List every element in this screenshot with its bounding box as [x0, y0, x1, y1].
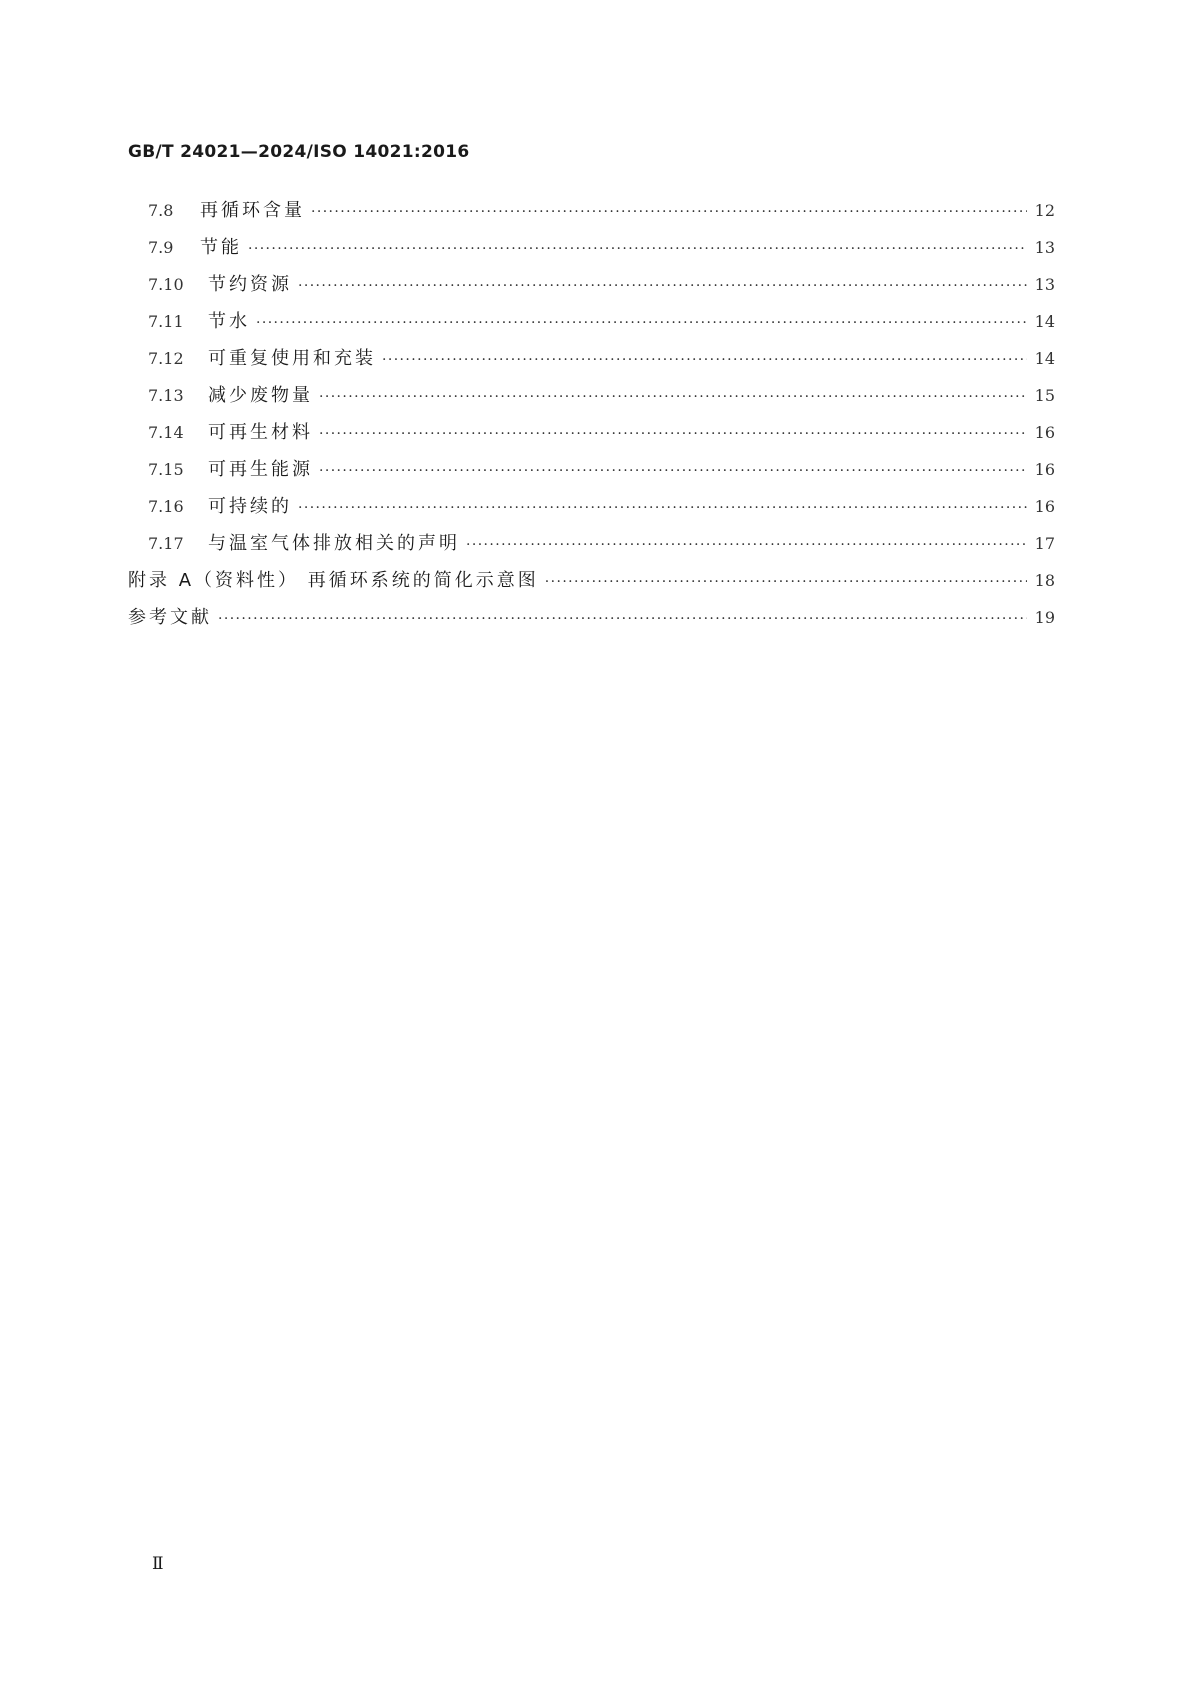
toc-entry-7-14[interactable] — [128, 414, 1055, 451]
toc-entry-number: 7.16 — [148, 497, 184, 516]
toc-dot-leader — [382, 342, 1027, 379]
toc-dot-leader — [298, 268, 1027, 305]
toc-dot-leader — [466, 527, 1027, 564]
toc-entry-title: 可再生材料 — [208, 422, 313, 443]
toc-entry-title: 参考文献 — [128, 607, 212, 628]
toc-entry-number: 7.15 — [148, 460, 184, 479]
toc-dot-leader — [248, 231, 1027, 268]
toc-entry-number: 7.10 — [148, 275, 184, 294]
toc-entry-title: 可持续的 — [208, 496, 292, 517]
toc-entry-title: 节约资源 — [208, 274, 292, 295]
toc-entry-title: 附录 A（资料性） 再循环系统的简化示意图 — [128, 570, 539, 591]
toc-entry-appendix-a[interactable] — [128, 562, 1055, 599]
toc-entry-7-11[interactable] — [128, 303, 1055, 340]
toc-entry-page: 13 — [1034, 275, 1055, 294]
toc-dot-leader — [218, 601, 1027, 638]
toc-entry-7-16[interactable] — [128, 488, 1055, 525]
toc-entry-number: 7.12 — [148, 349, 184, 368]
toc-entry-number: 7.11 — [148, 312, 184, 331]
toc-entry-7-9[interactable] — [128, 229, 1055, 266]
toc-dot-leader — [311, 194, 1027, 231]
toc-entry-7-13[interactable] — [128, 377, 1055, 414]
toc-entry-7-15[interactable] — [128, 451, 1055, 488]
toc-dot-leader — [319, 416, 1027, 453]
toc-entry-number: 7.14 — [148, 423, 184, 442]
toc-entry-number: 7.17 — [148, 534, 184, 553]
toc-dot-leader — [319, 453, 1027, 490]
toc-entry-title: 减少废物量 — [208, 385, 313, 406]
toc-entry-page: 18 — [1034, 571, 1055, 590]
toc-dot-leader — [256, 305, 1027, 342]
toc-entry-page: 13 — [1034, 238, 1055, 257]
toc-entry-7-17[interactable] — [128, 525, 1055, 562]
page-folio: Ⅱ — [152, 1554, 164, 1574]
toc-entry-7-10[interactable] — [128, 266, 1055, 303]
toc-dot-leader — [319, 379, 1027, 416]
toc-entry-7-12[interactable] — [128, 340, 1055, 377]
toc-entry-page: 14 — [1034, 312, 1055, 331]
toc-entry-title: 再循环含量 — [200, 200, 305, 221]
toc-entry-page: 16 — [1034, 423, 1055, 442]
toc-entry-page: 16 — [1034, 460, 1055, 479]
table-of-contents — [128, 192, 1055, 636]
toc-entry-page: 12 — [1034, 201, 1055, 220]
toc-entry-title: 可重复使用和充装 — [208, 348, 376, 369]
toc-entry-page: 17 — [1034, 534, 1055, 553]
toc-entry-page: 14 — [1034, 349, 1055, 368]
toc-entry-7-8[interactable] — [128, 192, 1055, 229]
toc-entry-bibliography[interactable] — [128, 599, 1055, 636]
toc-entry-title: 节水 — [208, 311, 250, 332]
toc-entry-page: 19 — [1034, 608, 1055, 627]
toc-dot-leader — [298, 490, 1027, 527]
toc-entry-number: 7.9 — [148, 238, 174, 257]
standard-number-header: GB/T 24021—2024/ISO 14021:2016 — [128, 142, 470, 162]
toc-entry-page: 16 — [1034, 497, 1055, 516]
toc-entry-title: 与温室气体排放相关的声明 — [208, 533, 460, 554]
toc-entry-page: 15 — [1034, 386, 1055, 405]
toc-entry-title: 节能 — [200, 237, 242, 258]
toc-dot-leader — [545, 564, 1027, 601]
toc-entry-title: 可再生能源 — [208, 459, 313, 480]
toc-entry-number: 7.13 — [148, 386, 184, 405]
toc-entry-number: 7.8 — [148, 201, 174, 220]
